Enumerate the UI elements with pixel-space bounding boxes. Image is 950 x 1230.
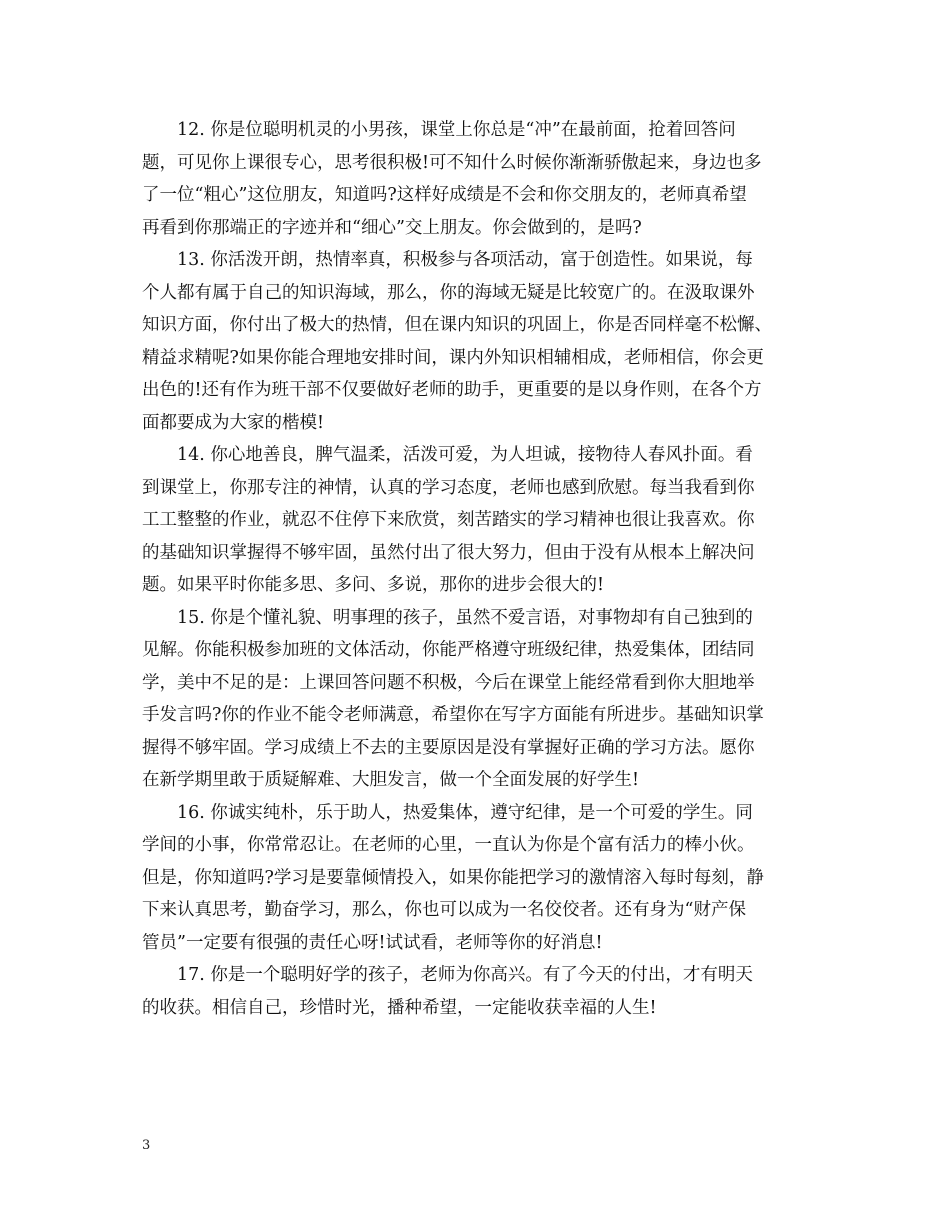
paragraph-line: 题。如果平时你能多思、多问、多说，那你的进步会很大的! [142, 575, 605, 595]
paragraph-line: 知识方面，你付出了极大的热情，但在课内知识的巩固上，你是否同样毫不松懈、 [142, 315, 772, 335]
paragraph-16 [142, 797, 810, 960]
paragraph-line: 学间的小事，你常常忍让。在老师的心里，一直认为你是个富有活力的棒小伙。 [142, 835, 755, 855]
paragraph-line: 到课堂上，你那专注的神情，认真的学习态度，老师也感到欣慰。每当我看到你 [142, 477, 755, 498]
paragraph-line: 工工整整的作业，就忍不住停下来欣赏，刻苦踏实的学习精神也很让我喜欢。你 [142, 510, 755, 530]
paragraph-line: 出色的!还有作为班干部不仅要做好老师的助手，更重要的是以身作则，在各个方 [142, 380, 762, 400]
paragraph-14 [142, 439, 810, 602]
paragraph-line: 16. 你诚实纯朴，乐于助人，热爱集体，遵守纪律，是一个可爱的学生。同 [177, 802, 753, 823]
paragraph-line: 个人都有属于自己的知识海域，那么，你的海域无疑是比较宽广的。在汲取课外 [142, 282, 755, 303]
paragraph-line: 精益求精呢?如果你能合理地安排时间，课内外知识相辅相成，老师相信，你会更 [142, 347, 764, 368]
paragraph-line: 但是，你知道吗?学习是要靠倾情投入，如果你能把学习的激情溶入每时每刻，静 [142, 867, 764, 888]
paragraph-line: 手发言吗?你的作业不能令老师满意，希望你在写字方面能有所进步。基础知识掌 [142, 705, 764, 725]
paragraph-line: 17. 你是一个聪明好学的孩子，老师为你高兴。有了今天的付出，才有明天 [177, 965, 753, 985]
paragraph-line: 下来认真思考，勤奋学习，那么，你也可以成为一名佼佼者。还有身为“财产保 [142, 900, 746, 920]
paragraph-line: 12. 你是位聪明机灵的小男孩，课堂上你总是“冲”在最前面，抢着回答问 [177, 120, 736, 140]
paragraph-line: 14. 你心地善良，脾气温柔，活泼可爱，为人坦诚，接物待人春风扑面。看 [177, 445, 753, 465]
paragraph-line: 见解。你能积极参加班的文体活动，你能严格遵守班级纪律，热爱集体，团结同 [142, 640, 755, 660]
paragraph-line: 握得不够牢固。学习成绩上不去的主要原因是没有掌握好正确的学习方法。愿你 [142, 737, 755, 758]
paragraph-line: 题，可见你上课很专心，思考很积极!可不知什么时候你渐渐骄傲起来，身边也多 [142, 152, 762, 173]
paragraph-line: 管员”一定要有很强的责任心呀!试试看，老师等你的好消息! [142, 932, 603, 953]
page-number: 3 [142, 1138, 151, 1153]
paragraph-line: 了一位“粗心”这位朋友，知道吗?这样好成绩是不会和你交朋友的，老师真希望 [142, 185, 747, 205]
paragraph-line: 13. 你活泼开朗，热情率真，积极参与各项活动，富于创造性。如果说，每 [177, 250, 753, 270]
paragraph-line: 学，美中不足的是：上课回答问题不积极，今后在课堂上能经常看到你大胆地举 [142, 672, 755, 693]
paragraph-15 [142, 602, 810, 797]
paragraph-13 [142, 244, 810, 439]
paragraph-line: 的收获。相信自己，珍惜时光，播种希望，一定能收获幸福的人生! [142, 997, 657, 1018]
paragraph-line: 在新学期里敢于质疑解难、大胆发言，做一个全面发展的好学生! [142, 770, 640, 790]
paragraph-line: 面都要成为大家的楷模! [142, 412, 325, 433]
paragraph-line: 15. 你是个懂礼貌、明事理的孩子，虽然不爱言语，对事物却有自己独到的 [177, 607, 753, 628]
paragraph-line: 再看到你那端正的字迹并和“细心”交上朋友。你会做到的，是吗? [142, 217, 642, 238]
paragraph-line: 的基础知识掌握得不够牢固，虽然付出了很大努力，但由于没有从根本上解决问 [142, 542, 755, 563]
paragraph-17 [142, 959, 810, 1024]
document-body [142, 114, 810, 1024]
paragraph-12 [142, 114, 810, 244]
